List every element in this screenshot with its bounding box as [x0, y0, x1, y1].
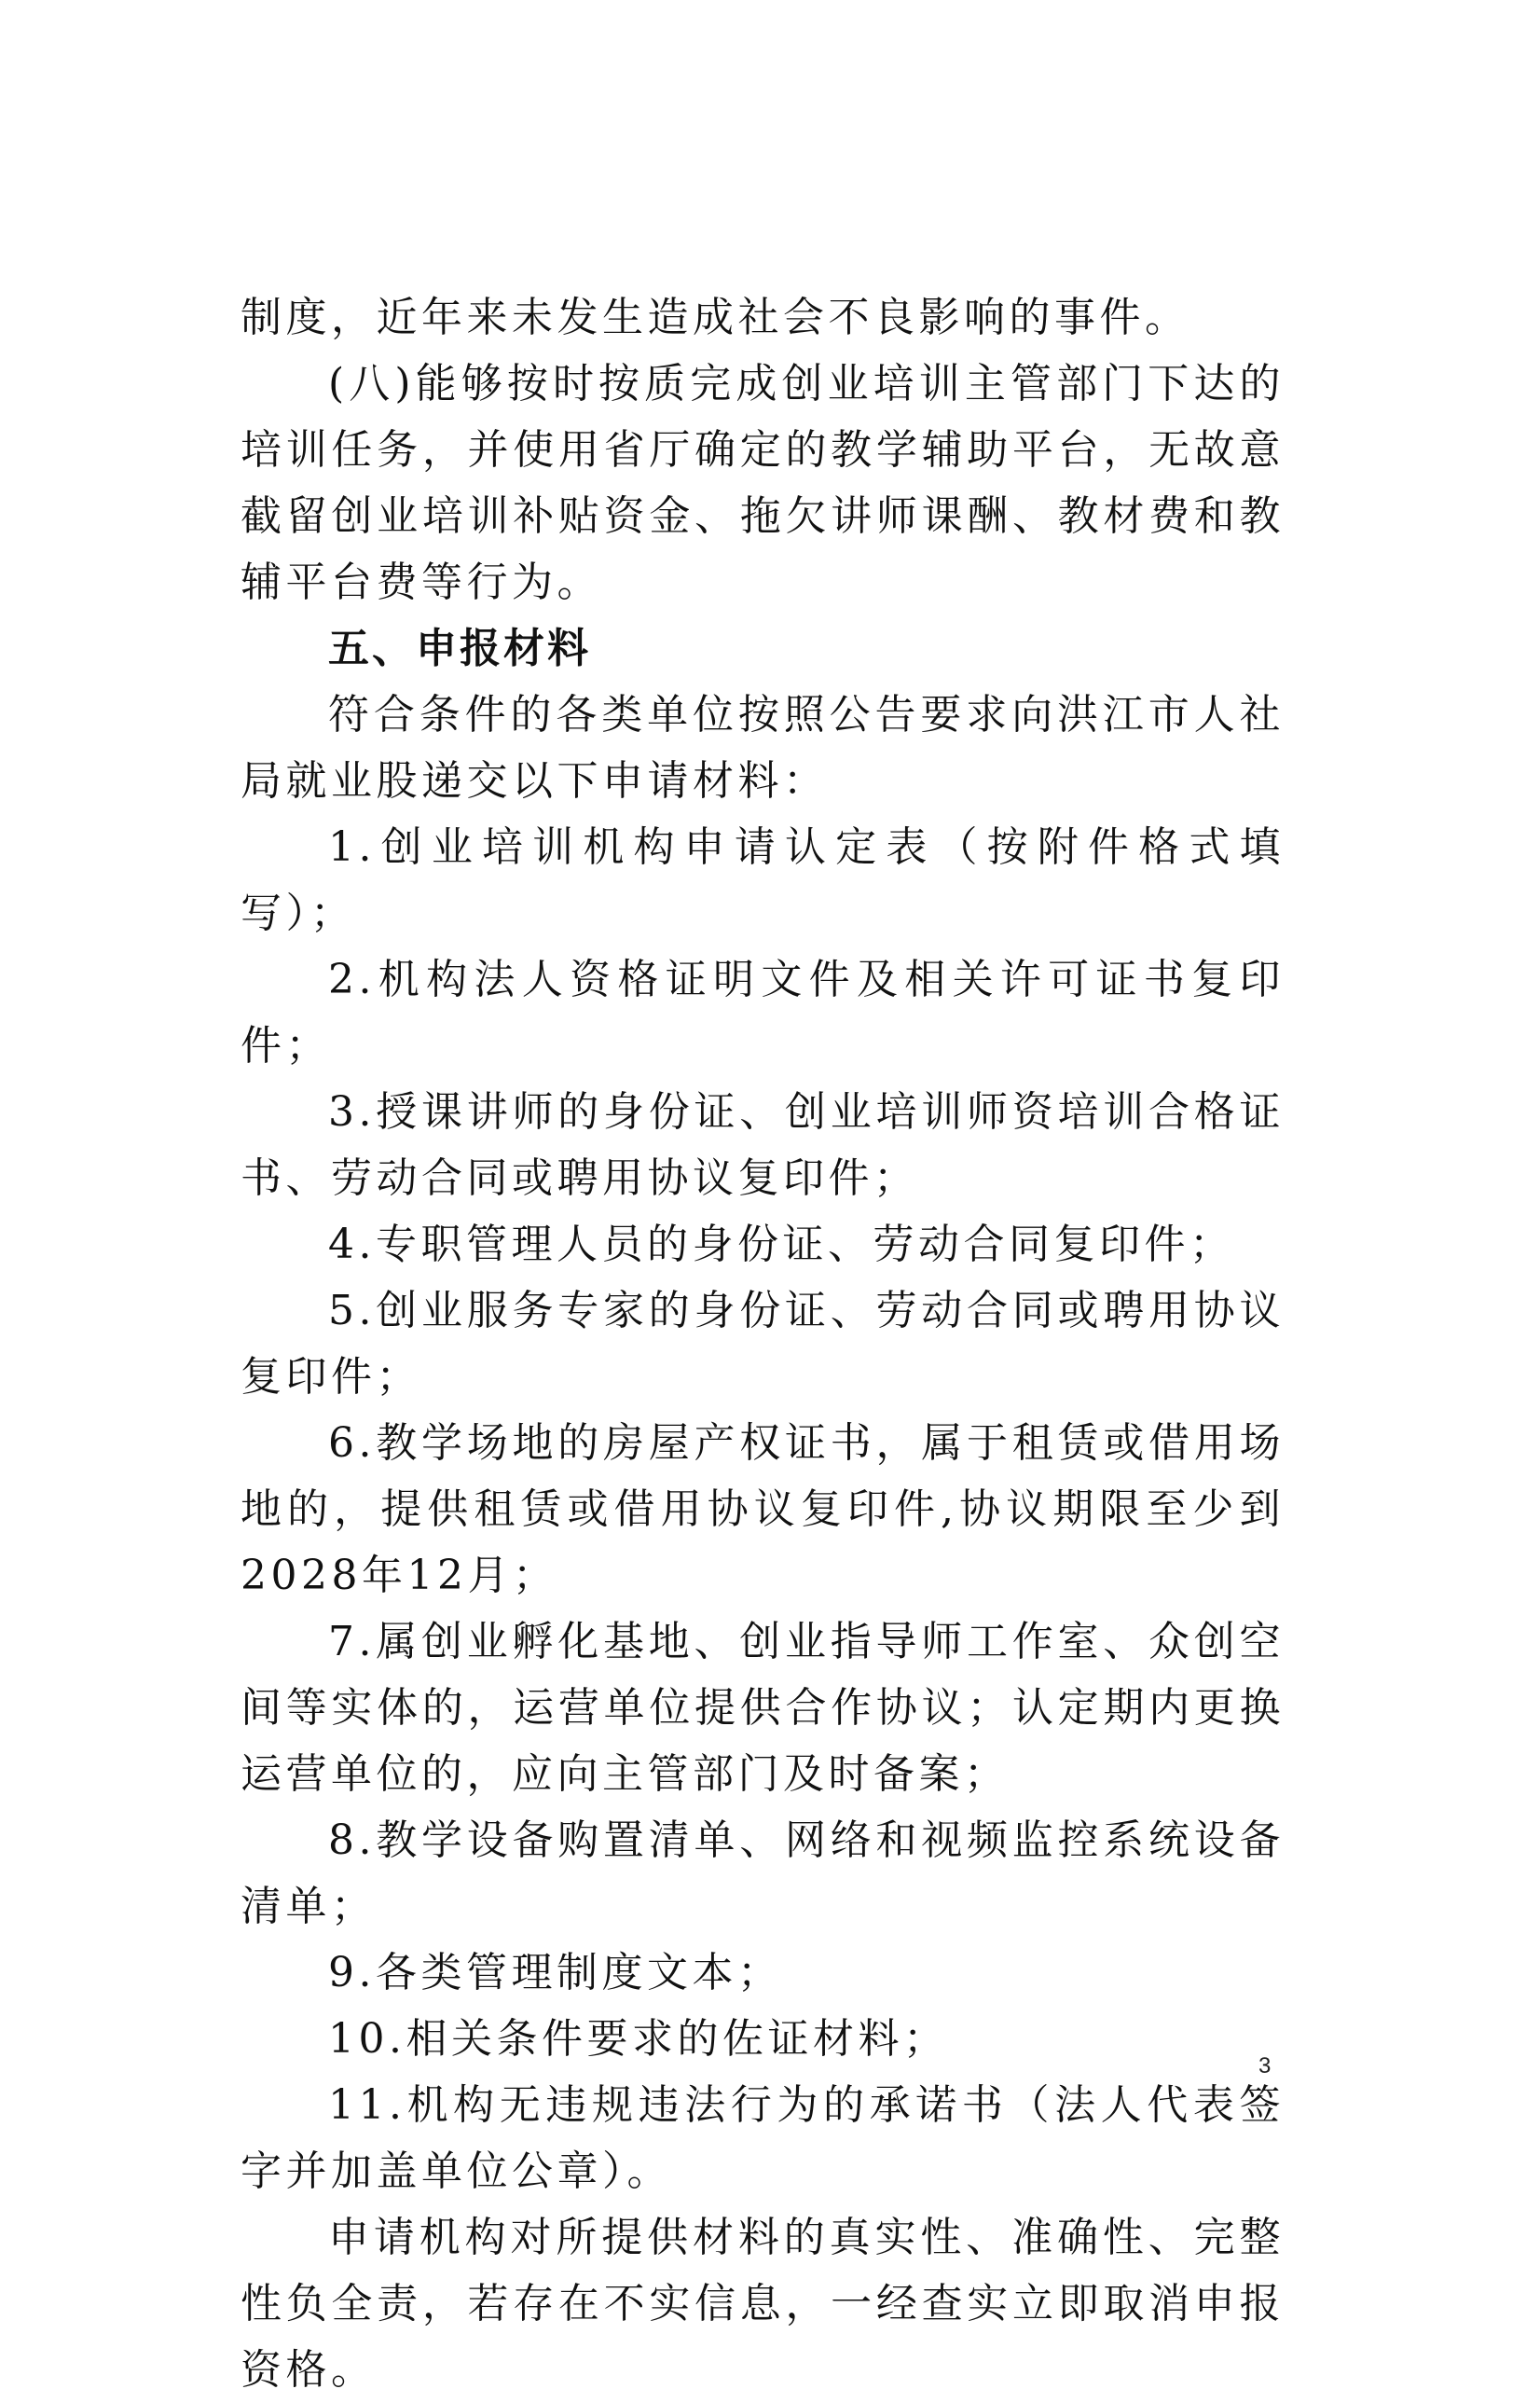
list-item-7: 7.属创业孵化基地、创业指导师工作室、众创空间等实体的，运营单位提供合作协议；认定期内更换运营单位的，应向主管部门及时备案； [241, 1618, 1285, 1798]
page-number: 3 [1258, 2053, 1272, 2078]
list-item-3: 3.授课讲师的身份证、创业培训师资培训合格证书、劳动合同或聘用协议复印件； [241, 1088, 1285, 1202]
section-heading-materials: 五、申报材料 [328, 625, 591, 672]
list-item-9: 9.各类管理制度文本； [328, 1949, 783, 1996]
list-item-6: 6.教学场地的房屋产权证书，属于租赁或借用场地的，提供租赁或借用协议复印件,协议期限至少到2028年12月； [241, 1419, 1285, 1599]
document-body [241, 284, 1285, 2403]
list-item-1: 1.创业培训机构申请认定表（按附件格式填写）； [241, 823, 1285, 937]
paragraph-responsibility: 申请机构对所提供材料的真实性、准确性、完整性负全责，若存在不实信息，一经查实立即取消申报资格。 [241, 2214, 1285, 2394]
list-item-2: 2.机构法人资格证明文件及相关许可证书复印件； [241, 956, 1285, 1070]
paragraph-continuation: 制度，近年来未发生造成社会不良影响的事件。 [241, 294, 1190, 341]
paragraph-item-8: (八)能够按时按质完成创业培训主管部门下达的培训任务，并使用省厅确定的教学辅助平台，无故意截留创业培训补贴资金、拖欠讲师课酬、教材费和教辅平台费等行为。 [241, 360, 1285, 606]
paragraph-intro: 符合条件的各类单位按照公告要求向洪江市人社局就业股递交以下申请材料： [241, 691, 1285, 805]
list-item-11: 11.机构无违规违法行为的承诺书（法人代表签字并加盖单位公章）。 [241, 2081, 1285, 2195]
list-item-8: 8.教学设备购置清单、网络和视频监控系统设备清单； [241, 1816, 1285, 1930]
list-item-4: 4.专职管理人员的身份证、劳动合同复印件； [328, 1221, 1235, 1268]
list-item-10: 10.相关条件要求的佐证材料； [328, 2015, 949, 2063]
list-item-5: 5.创业服务专家的身份证、劳动合同或聘用协议复印件； [241, 1287, 1285, 1401]
